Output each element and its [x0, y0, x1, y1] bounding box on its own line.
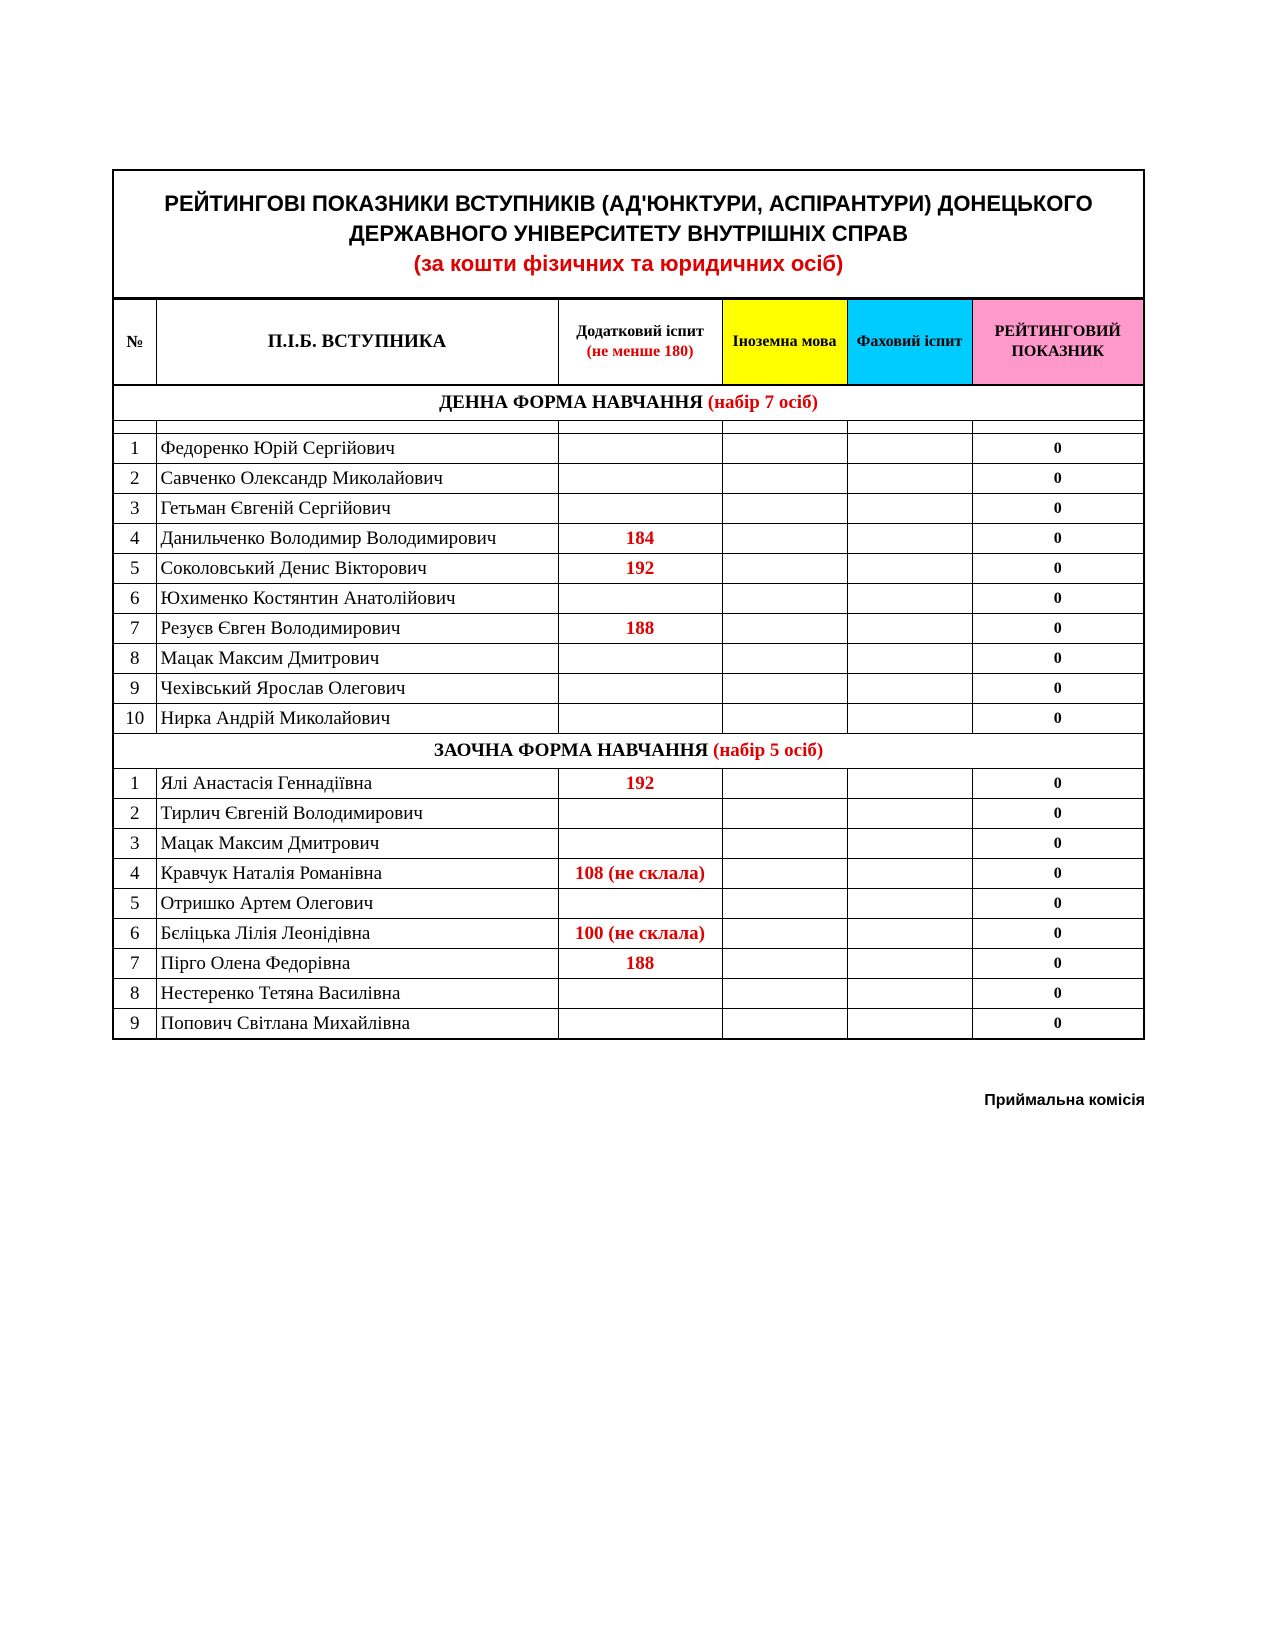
cell-rating: 0	[972, 554, 1143, 584]
cell-applicant-name: Нестеренко Тетяна Василівна	[156, 979, 558, 1009]
cell-foreign-language	[722, 614, 847, 644]
cell-foreign-language	[722, 859, 847, 889]
cell-applicant-name: Федоренко Юрій Сергійович	[156, 434, 558, 464]
table-row	[114, 464, 1143, 494]
ratings-table	[114, 299, 1143, 1038]
cell-professional-exam	[847, 859, 972, 889]
cell-rating: 0	[972, 464, 1143, 494]
cell-rating: 0	[972, 799, 1143, 829]
cell-foreign-language	[722, 464, 847, 494]
cell-foreign-language	[722, 799, 847, 829]
cell-rating: 0	[972, 704, 1143, 734]
cell-applicant-name: Тирлич Євгеній Володимирович	[156, 799, 558, 829]
cell-professional-exam	[847, 979, 972, 1009]
section-header-row	[114, 385, 1143, 421]
table-row	[114, 859, 1143, 889]
section-quota: (набір 7 осіб)	[707, 392, 818, 413]
header-foreign-language: Іноземна мова	[722, 300, 847, 386]
table-body	[114, 385, 1143, 1038]
section-quota: (набір 5 осіб)	[713, 740, 824, 761]
cell-number: 3	[114, 494, 156, 524]
table-row	[114, 829, 1143, 859]
table-header-row	[114, 300, 1143, 386]
cell-applicant-name: Пірго Олена Федорівна	[156, 949, 558, 979]
cell-additional-exam: 108 (не склала)	[558, 859, 722, 889]
cell-foreign-language	[722, 674, 847, 704]
cell-number: 10	[114, 704, 156, 734]
table-row	[114, 554, 1143, 584]
cell-foreign-language	[722, 1009, 847, 1039]
cell-additional-exam	[558, 704, 722, 734]
cell-applicant-name: Юхименко Костянтин Анатолійович	[156, 584, 558, 614]
cell-professional-exam	[847, 524, 972, 554]
table-row	[114, 524, 1143, 554]
cell-additional-exam	[558, 979, 722, 1009]
cell-number: 8	[114, 979, 156, 1009]
cell-rating: 0	[972, 979, 1143, 1009]
empty-cell	[156, 421, 558, 434]
cell-rating: 0	[972, 1009, 1143, 1039]
section-title-text: ДЕННА ФОРМА НАВЧАННЯ	[439, 392, 703, 413]
header-number: №	[114, 300, 156, 386]
cell-applicant-name: Савченко Олександр Миколайович	[156, 464, 558, 494]
cell-number: 7	[114, 614, 156, 644]
header-rating	[972, 300, 1143, 386]
cell-number: 3	[114, 829, 156, 859]
cell-applicant-name: Отришко Артем Олегович	[156, 889, 558, 919]
cell-professional-exam	[847, 949, 972, 979]
cell-number: 7	[114, 949, 156, 979]
cell-additional-exam	[558, 464, 722, 494]
table-row	[114, 769, 1143, 799]
spacer-row	[114, 421, 1143, 434]
cell-applicant-name: Мацак Максим Дмитрович	[156, 644, 558, 674]
empty-cell	[722, 421, 847, 434]
cell-professional-exam	[847, 704, 972, 734]
cell-rating: 0	[972, 919, 1143, 949]
cell-number: 9	[114, 1009, 156, 1039]
cell-number: 8	[114, 644, 156, 674]
cell-number: 6	[114, 584, 156, 614]
cell-foreign-language	[722, 949, 847, 979]
cell-foreign-language	[722, 644, 847, 674]
cell-additional-exam	[558, 799, 722, 829]
cell-rating: 0	[972, 769, 1143, 799]
cell-additional-exam: 100 (не склала)	[558, 919, 722, 949]
ratings-sheet	[112, 169, 1145, 1040]
cell-professional-exam	[847, 1009, 972, 1039]
table-row	[114, 919, 1143, 949]
empty-cell	[114, 421, 156, 434]
cell-applicant-name: Попович Світлана Михайлівна	[156, 1009, 558, 1039]
table-row	[114, 979, 1143, 1009]
header-additional-exam-label: Додатковий іспит	[576, 323, 704, 340]
section-title	[114, 734, 1143, 769]
cell-rating: 0	[972, 494, 1143, 524]
cell-number: 6	[114, 919, 156, 949]
cell-additional-exam: 184	[558, 524, 722, 554]
cell-additional-exam	[558, 434, 722, 464]
cell-professional-exam	[847, 919, 972, 949]
cell-professional-exam	[847, 584, 972, 614]
cell-rating: 0	[972, 949, 1143, 979]
cell-applicant-name: Бєліцька Лілія Леонідівна	[156, 919, 558, 949]
document-title-line-1: РЕЙТИНГОВІ ПОКАЗНИКИ ВСТУПНИКІВ (АД'ЮНКТУРИ, АСПІРАНТУРИ) ДОНЕЦЬКОГО	[164, 191, 1093, 216]
cell-foreign-language	[722, 704, 847, 734]
cell-additional-exam	[558, 829, 722, 859]
cell-rating: 0	[972, 584, 1143, 614]
cell-professional-exam	[847, 644, 972, 674]
table-row	[114, 704, 1143, 734]
cell-additional-exam	[558, 674, 722, 704]
cell-applicant-name: Данильченко Володимир Володимирович	[156, 524, 558, 554]
table-row	[114, 889, 1143, 919]
cell-additional-exam	[558, 1009, 722, 1039]
cell-applicant-name: Резуєв Євген Володимирович	[156, 614, 558, 644]
section-title	[114, 385, 1143, 421]
header-rating-line-1: РЕЙТИНГОВИЙ	[994, 323, 1121, 340]
cell-number: 4	[114, 859, 156, 889]
table-row	[114, 674, 1143, 704]
table-row	[114, 434, 1143, 464]
document-title-block	[114, 171, 1143, 299]
cell-professional-exam	[847, 799, 972, 829]
cell-number: 9	[114, 674, 156, 704]
cell-applicant-name: Кравчук Наталія Романівна	[156, 859, 558, 889]
cell-number: 5	[114, 889, 156, 919]
cell-number: 2	[114, 799, 156, 829]
cell-foreign-language	[722, 524, 847, 554]
cell-applicant-name: Соколовський Денис Вікторович	[156, 554, 558, 584]
cell-professional-exam	[847, 889, 972, 919]
cell-additional-exam: 188	[558, 949, 722, 979]
cell-rating: 0	[972, 524, 1143, 554]
cell-applicant-name: Ялі Анастасія Геннадіївна	[156, 769, 558, 799]
cell-foreign-language	[722, 889, 847, 919]
cell-rating: 0	[972, 434, 1143, 464]
cell-additional-exam	[558, 889, 722, 919]
cell-professional-exam	[847, 674, 972, 704]
section-header-row	[114, 734, 1143, 769]
cell-professional-exam	[847, 829, 972, 859]
cell-foreign-language	[722, 919, 847, 949]
cell-applicant-name: Чехівський Ярослав Олегович	[156, 674, 558, 704]
cell-number: 1	[114, 769, 156, 799]
table-row	[114, 494, 1143, 524]
table-row	[114, 644, 1143, 674]
table-row	[114, 1009, 1143, 1039]
cell-professional-exam	[847, 464, 972, 494]
table-row	[114, 799, 1143, 829]
cell-foreign-language	[722, 979, 847, 1009]
table-row	[114, 614, 1143, 644]
section-title-text: ЗАОЧНА ФОРМА НАВЧАННЯ	[433, 740, 709, 761]
cell-additional-exam	[558, 584, 722, 614]
cell-rating: 0	[972, 614, 1143, 644]
table-row	[114, 584, 1143, 614]
cell-additional-exam: 192	[558, 769, 722, 799]
cell-rating: 0	[972, 674, 1143, 704]
document-subtitle: (за кошти фізичних та юридичних осіб)	[413, 251, 844, 276]
cell-professional-exam	[847, 554, 972, 584]
header-additional-exam-note: (не менше 180)	[586, 343, 694, 360]
header-rating-line-2: ПОКАЗНИК	[1011, 343, 1105, 360]
cell-additional-exam: 188	[558, 614, 722, 644]
cell-additional-exam	[558, 494, 722, 524]
cell-number: 1	[114, 434, 156, 464]
cell-foreign-language	[722, 434, 847, 464]
cell-applicant-name: Мацак Максим Дмитрович	[156, 829, 558, 859]
empty-cell	[847, 421, 972, 434]
cell-professional-exam	[847, 614, 972, 644]
cell-rating: 0	[972, 829, 1143, 859]
header-additional-exam	[558, 300, 722, 386]
cell-number: 5	[114, 554, 156, 584]
cell-rating: 0	[972, 644, 1143, 674]
cell-number: 2	[114, 464, 156, 494]
cell-foreign-language	[722, 584, 847, 614]
header-professional-exam: Фаховий іспит	[847, 300, 972, 386]
table-row	[114, 949, 1143, 979]
cell-additional-exam	[558, 644, 722, 674]
cell-professional-exam	[847, 494, 972, 524]
cell-professional-exam	[847, 434, 972, 464]
cell-rating: 0	[972, 859, 1143, 889]
cell-applicant-name: Нирка Андрій Миколайович	[156, 704, 558, 734]
cell-number: 4	[114, 524, 156, 554]
cell-professional-exam	[847, 769, 972, 799]
document-title-line-2: ДЕРЖАВНОГО УНІВЕРСИТЕТУ ВНУТРІШНІХ СПРАВ	[348, 221, 908, 246]
empty-cell	[558, 421, 722, 434]
cell-foreign-language	[722, 769, 847, 799]
header-applicant-name: П.І.Б. ВСТУПНИКА	[156, 300, 558, 386]
cell-foreign-language	[722, 829, 847, 859]
cell-foreign-language	[722, 494, 847, 524]
empty-cell	[972, 421, 1143, 434]
admissions-committee-signature: Приймальна комісія	[984, 1092, 1145, 1109]
cell-rating: 0	[972, 889, 1143, 919]
cell-applicant-name: Гетьман Євгеній Сергійович	[156, 494, 558, 524]
cell-foreign-language	[722, 554, 847, 584]
cell-additional-exam: 192	[558, 554, 722, 584]
